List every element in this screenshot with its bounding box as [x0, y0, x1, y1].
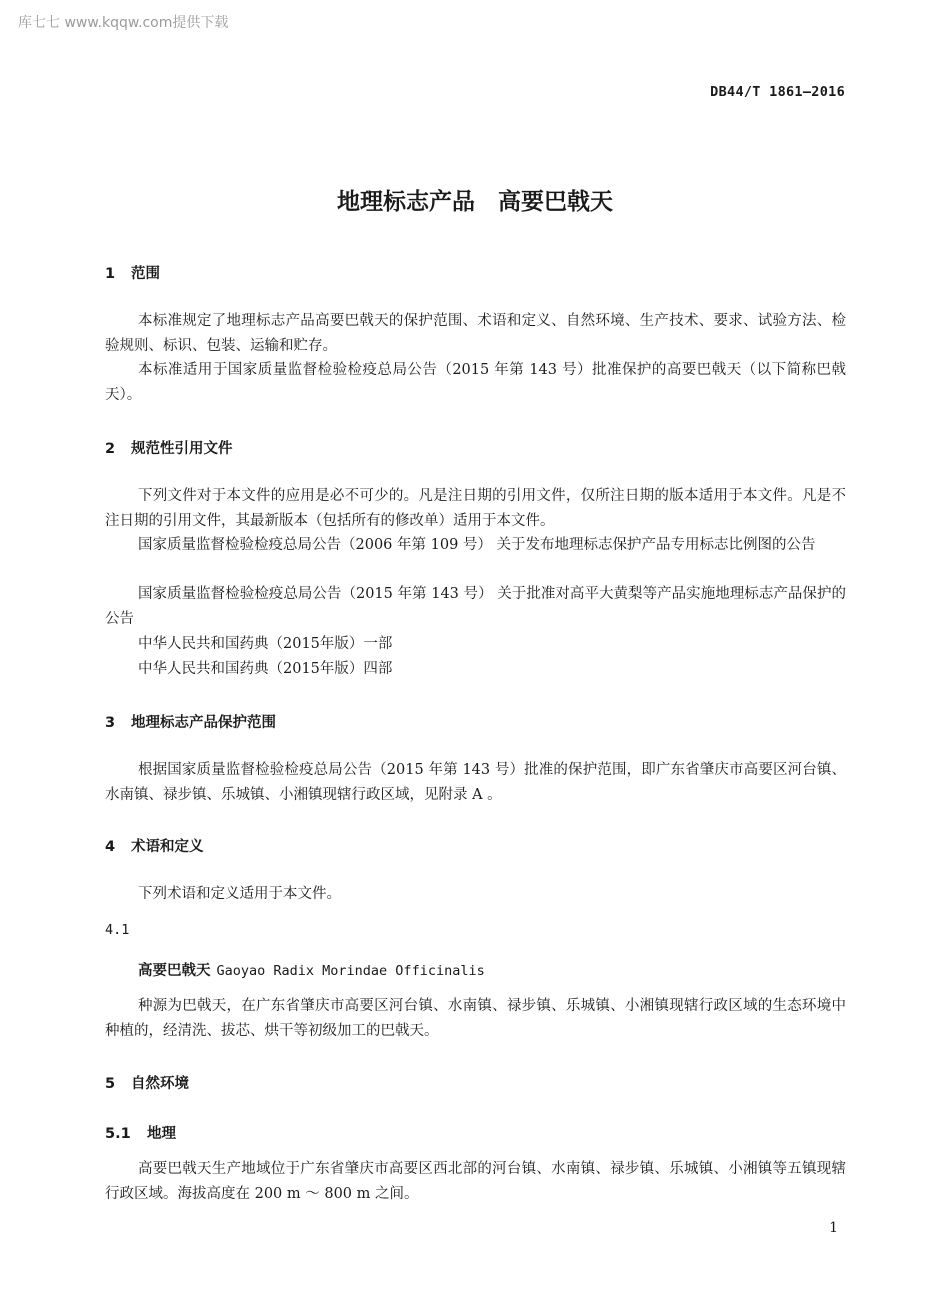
section-5-heading [105, 1072, 189, 1093]
section-2-reference-3: 中华人民共和国药典（2015年版）一部 [138, 636, 393, 652]
section-2-reference-1: 国家质量监督检验检疫总局公告（2006 年第 109 号） 关于发布地理标志保护产品专用标志比例图的公告 [138, 537, 816, 553]
section-title: 地理标志产品保护范围 [131, 715, 276, 731]
subsection-5-1-heading [105, 1122, 176, 1143]
subsection-title: 地理 [147, 1126, 176, 1142]
term-english: Gaoyao Radix Morindae Officinalis [216, 963, 485, 979]
section-4-paragraph-1: 下列术语和定义适用于本文件。 [138, 886, 341, 902]
page-number: 1 [829, 1220, 838, 1236]
section-2-reference-2: 国家质量监督检验检疫总局公告（2015 年第 143 号） 关于批准对高平大黄梨等产品实施地理标志产品保护的公告 [105, 586, 846, 627]
term-definition: 种源为巴戟天，在广东省肇庆市高要区河台镇、水南镇、禄步镇、乐城镇、小湘镇现辖行政区域的生态环境中种植的，经清洗、拔芯、烘干等初级加工的巴戟天。 [105, 998, 846, 1039]
section-2-reference-4: 中华人民共和国药典（2015年版）四部 [138, 661, 393, 677]
section-3-paragraph-1: 根据国家质量监督检验检疫总局公告（2015 年第 143 号）批准的保护范围，即广东省肇庆市高要区河台镇、水南镇、禄步镇、乐城镇、小湘镇现辖行政区域，见附录 A 。 [105, 762, 846, 803]
watermark-text: 库七七 www.kqqw.com提供下载 [18, 15, 229, 31]
document-number: DB44/T 1861—2016 [710, 84, 845, 100]
section-title: 术语和定义 [131, 839, 204, 855]
section-title: 规范性引用文件 [131, 441, 233, 457]
section-title: 范围 [131, 266, 160, 282]
term-chinese: 高要巴戟天 [138, 963, 211, 979]
section-1-paragraph-2: 本标准适用于国家质量监督检验检疫总局公告（2015 年第 143 号）批准保护的高要巴戟天（以下简称巴戟天）。 [105, 362, 846, 403]
section-title: 自然环境 [131, 1076, 189, 1092]
section-4-heading [105, 835, 204, 856]
section-1-paragraph-1: 本标准规定了地理标志产品高要巴戟天的保护范围、术语和定义、自然环境、生产技术、要求、试验方法、检验规则、标识、包装、运输和贮存。 [105, 313, 846, 354]
section-number: 1 [105, 266, 116, 282]
subsection-number: 5.1 [105, 1126, 131, 1142]
section-number: 3 [105, 715, 116, 731]
section-2-heading [105, 437, 233, 458]
subsection-4-1-number: 4.1 [105, 922, 130, 938]
section-5-1-paragraph-1: 高要巴戟天生产地域位于广东省肇庆市高要区西北部的河台镇、水南镇、禄步镇、乐城镇、小湘镇等五镇现辖行政区域。海拔高度在 200 m ～ 800 m 之间。 [105, 1161, 846, 1202]
page-title: 地理标志产品 高要巴戟天 [337, 189, 613, 215]
term-entry [138, 959, 485, 980]
section-2-paragraph-1: 下列文件对于本文件的应用是必不可少的。凡是注日期的引用文件，仅所注日期的版本适用于本文件。凡是不注日期的引用文件，其最新版本（包括所有的修改单）适用于本文件。 [105, 488, 846, 529]
section-number: 4 [105, 839, 116, 855]
section-number: 2 [105, 441, 116, 457]
section-1-heading [105, 262, 160, 283]
section-number: 5 [105, 1076, 116, 1092]
section-3-heading [105, 711, 276, 732]
